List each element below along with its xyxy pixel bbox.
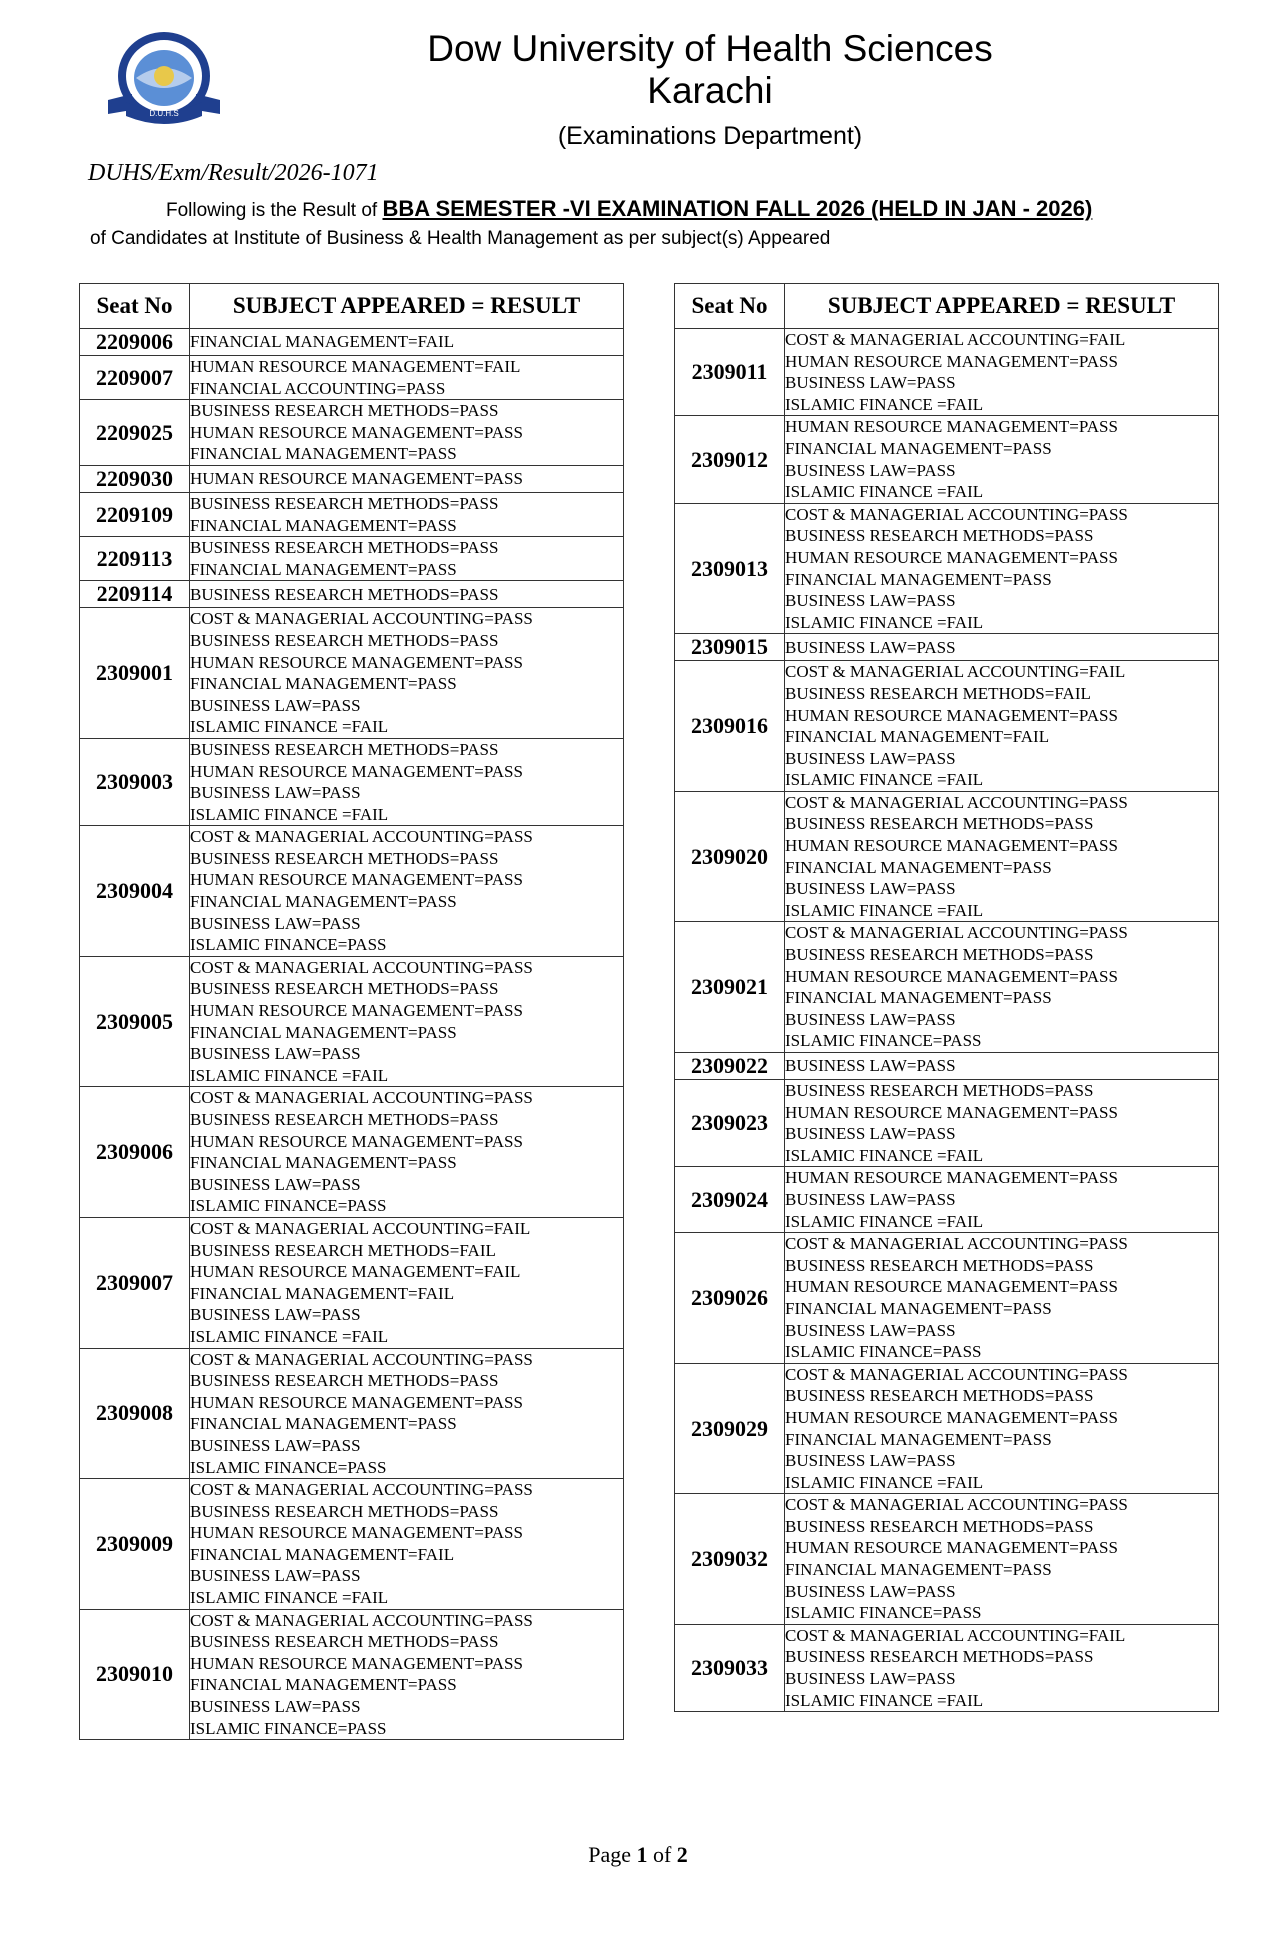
subject-result: ISLAMIC FINANCE =FAIL xyxy=(190,804,389,824)
table-row xyxy=(80,608,624,739)
page-of: of xyxy=(647,1842,677,1867)
subject-results xyxy=(190,1609,624,1740)
subject-result: BUSINESS RESEARCH METHODS=PASS xyxy=(190,584,499,604)
seat-number: 2209007 xyxy=(80,356,190,400)
reference-number: DUHS/Exm/Result/2026-1071 xyxy=(88,160,379,186)
subject-result: FINANCIAL MANAGEMENT=PASS xyxy=(785,857,1052,877)
subject-result: ISLAMIC FINANCE =FAIL xyxy=(785,1472,984,1492)
seat-number: 2309015 xyxy=(675,634,785,661)
subject-result: ISLAMIC FINANCE =FAIL xyxy=(785,612,984,632)
subject-result: FINANCIAL MANAGEMENT=PASS xyxy=(190,892,457,912)
subject-results xyxy=(785,634,1219,661)
table-header-row xyxy=(80,284,624,329)
subject-result: HUMAN RESOURCE MANAGEMENT=PASS xyxy=(190,1392,523,1412)
subject-result: BUSINESS RESEARCH METHODS=PASS xyxy=(785,814,1094,834)
table-row xyxy=(80,1479,624,1610)
subject-result: HUMAN RESOURCE MANAGEMENT=PASS xyxy=(785,836,1118,856)
seat-number: 2309004 xyxy=(80,826,190,957)
table-row xyxy=(80,826,624,957)
subject-result: HUMAN RESOURCE MANAGEMENT=PASS xyxy=(785,1102,1118,1122)
seat-number: 2309026 xyxy=(675,1233,785,1364)
subject-result: BUSINESS LAW=PASS xyxy=(785,591,956,611)
subject-result: BUSINESS RESEARCH METHODS=PASS xyxy=(785,526,1094,546)
subject-results xyxy=(190,608,624,739)
subject-result: COST & MANAGERIAL ACCOUNTING=PASS xyxy=(190,1480,533,1500)
subject-result: HUMAN RESOURCE MANAGEMENT=FAIL xyxy=(190,357,521,376)
seat-number: 2309032 xyxy=(675,1494,785,1625)
subject-results xyxy=(785,1053,1219,1080)
subject-results xyxy=(190,329,624,356)
subject-result: BUSINESS RESEARCH METHODS=PASS xyxy=(190,1371,499,1391)
subject-results xyxy=(190,738,624,825)
subject-result: BUSINESS LAW=PASS xyxy=(190,1044,361,1064)
seat-number: 2309033 xyxy=(675,1624,785,1711)
subject-result: ISLAMIC FINANCE=PASS xyxy=(190,935,387,955)
subject-result: ISLAMIC FINANCE =FAIL xyxy=(785,394,984,414)
subject-result: BUSINESS RESEARCH METHODS=FAIL xyxy=(785,683,1091,703)
seat-number: 2309007 xyxy=(80,1217,190,1348)
seat-number: 2309029 xyxy=(675,1363,785,1494)
seat-number: 2209006 xyxy=(80,329,190,356)
subject-result: HUMAN RESOURCE MANAGEMENT=PASS xyxy=(190,1653,523,1673)
table-row xyxy=(675,922,1219,1053)
seat-no-header: Seat No xyxy=(80,284,190,329)
subject-result: ISLAMIC FINANCE =FAIL xyxy=(785,900,984,920)
table-row xyxy=(675,1080,1219,1167)
subject-result: BUSINESS RESEARCH METHODS=PASS xyxy=(785,1647,1094,1667)
subject-result: COST & MANAGERIAL ACCOUNTING=FAIL xyxy=(785,330,1126,349)
subject-result: ISLAMIC FINANCE =FAIL xyxy=(785,1690,984,1710)
subject-result: HUMAN RESOURCE MANAGEMENT=PASS xyxy=(190,761,523,781)
subject-result: HUMAN RESOURCE MANAGEMENT=PASS xyxy=(785,1168,1118,1188)
seat-number: 2309011 xyxy=(675,329,785,416)
subject-result: FINANCIAL MANAGEMENT=PASS xyxy=(785,1560,1052,1580)
university-city: Karachi xyxy=(647,70,773,111)
subject-result: BUSINESS RESEARCH METHODS=PASS xyxy=(785,1255,1094,1275)
seat-no-header: Seat No xyxy=(675,284,785,329)
subject-results xyxy=(190,465,624,492)
subject-result: ISLAMIC FINANCE =FAIL xyxy=(190,1326,389,1346)
table-row xyxy=(675,329,1219,416)
seat-number: 2209113 xyxy=(80,537,190,581)
subject-result: BUSINESS LAW=PASS xyxy=(785,460,956,480)
results-table-right xyxy=(674,283,1219,1712)
table-row xyxy=(675,791,1219,922)
table-row xyxy=(675,634,1219,661)
subject-result: FINANCIAL MANAGEMENT=PASS xyxy=(785,438,1052,458)
subject-result: HUMAN RESOURCE MANAGEMENT=PASS xyxy=(785,966,1118,986)
table-row xyxy=(80,1609,624,1740)
seat-number: 2209030 xyxy=(80,465,190,492)
subject-result: FINANCIAL MANAGEMENT=FAIL xyxy=(190,332,455,352)
subject-result: BUSINESS LAW=PASS xyxy=(190,1174,361,1194)
subject-result: FINANCIAL MANAGEMENT=PASS xyxy=(190,1675,457,1695)
subject-result: BUSINESS LAW=PASS xyxy=(190,1305,361,1325)
subject-result: HUMAN RESOURCE MANAGEMENT=PASS xyxy=(785,1277,1118,1297)
subject-result: HUMAN RESOURCE MANAGEMENT=PASS xyxy=(785,705,1118,725)
table-row xyxy=(80,738,624,825)
subject-result: HUMAN RESOURCE MANAGEMENT=PASS xyxy=(190,1523,523,1543)
subject-result: HUMAN RESOURCE MANAGEMENT=PASS xyxy=(785,351,1118,371)
seat-number: 2209114 xyxy=(80,581,190,608)
subject-result: BUSINESS LAW=PASS xyxy=(785,1124,956,1144)
seat-number: 2309012 xyxy=(675,416,785,503)
subject-result: BUSINESS LAW=PASS xyxy=(190,1566,361,1586)
table-row xyxy=(80,1217,624,1348)
subject-result: FINANCIAL MANAGEMENT=PASS xyxy=(190,559,457,579)
page-label: Page xyxy=(588,1842,637,1867)
subject-result: HUMAN RESOURCE MANAGEMENT=PASS xyxy=(785,1407,1118,1427)
subject-result: ISLAMIC FINANCE=PASS xyxy=(190,1718,387,1738)
subject-result: HUMAN RESOURCE MANAGEMENT=PASS xyxy=(190,1131,523,1151)
subject-result: COST & MANAGERIAL ACCOUNTING=PASS xyxy=(785,1364,1128,1384)
subject-result: BUSINESS LAW=PASS xyxy=(785,1320,956,1340)
subject-result: FINANCIAL MANAGEMENT=PASS xyxy=(785,1429,1052,1449)
subject-result: COST & MANAGERIAL ACCOUNTING=FAIL xyxy=(190,1218,531,1238)
subject-results xyxy=(785,416,1219,503)
subject-result: COST & MANAGERIAL ACCOUNTING=PASS xyxy=(785,923,1128,943)
subject-results xyxy=(190,956,624,1087)
table-row xyxy=(675,661,1219,792)
subject-result: ISLAMIC FINANCE =FAIL xyxy=(785,1211,984,1231)
table-row xyxy=(80,329,624,356)
subject-result: BUSINESS RESEARCH METHODS=PASS xyxy=(190,979,499,999)
subject-result: BUSINESS LAW=PASS xyxy=(785,1581,956,1601)
subject-result: BUSINESS RESEARCH METHODS=PASS xyxy=(785,945,1094,965)
subject-result: BUSINESS RESEARCH METHODS=PASS xyxy=(190,1501,499,1521)
subject-result: COST & MANAGERIAL ACCOUNTING=PASS xyxy=(785,1234,1128,1254)
table-row xyxy=(80,537,624,581)
department-name: (Examinations Department) xyxy=(557,122,863,150)
subject-result: FINANCIAL MANAGEMENT=PASS xyxy=(190,1414,457,1434)
seat-number: 2309008 xyxy=(80,1348,190,1479)
table-row xyxy=(80,465,624,492)
seat-number: 2309016 xyxy=(675,661,785,792)
table-row xyxy=(675,1363,1219,1494)
table-row xyxy=(80,956,624,1087)
subject-results xyxy=(190,492,624,536)
table-row xyxy=(675,1053,1219,1080)
subject-result: BUSINESS LAW=PASS xyxy=(785,879,956,899)
subject-results xyxy=(785,791,1219,922)
subject-result: HUMAN RESOURCE MANAGEMENT=PASS xyxy=(785,417,1118,437)
subject-result: HUMAN RESOURCE MANAGEMENT=PASS xyxy=(190,870,523,890)
subject-result: FINANCIAL MANAGEMENT=PASS xyxy=(190,515,457,535)
subject-results xyxy=(785,661,1219,792)
subject-result: FINANCIAL MANAGEMENT=FAIL xyxy=(785,727,1050,747)
subject-result: HUMAN RESOURCE MANAGEMENT=FAIL xyxy=(190,1262,521,1282)
subject-result: BUSINESS LAW=PASS xyxy=(785,1056,956,1076)
subject-results xyxy=(785,1494,1219,1625)
subject-result: FINANCIAL MANAGEMENT=PASS xyxy=(190,1153,457,1173)
subject-results xyxy=(785,1363,1219,1494)
subject-result: FINANCIAL MANAGEMENT=PASS xyxy=(190,1022,457,1042)
subject-result: COST & MANAGERIAL ACCOUNTING=PASS xyxy=(190,1610,533,1630)
subject-result: HUMAN RESOURCE MANAGEMENT=PASS xyxy=(785,1538,1118,1558)
table-row xyxy=(675,1494,1219,1625)
subject-result: BUSINESS RESEARCH METHODS=PASS xyxy=(190,538,499,558)
subject-result: FINANCIAL MANAGEMENT=PASS xyxy=(785,569,1052,589)
table-row xyxy=(80,1348,624,1479)
subject-results xyxy=(785,1080,1219,1167)
subject-result: BUSINESS LAW=PASS xyxy=(190,913,361,933)
subject-result: COST & MANAGERIAL ACCOUNTING=PASS xyxy=(190,1088,533,1108)
subject-result: BUSINESS LAW=PASS xyxy=(190,783,361,803)
table-header-row xyxy=(675,284,1219,329)
subject-result: COST & MANAGERIAL ACCOUNTING=PASS xyxy=(190,1349,533,1369)
subject-result: ISLAMIC FINANCE =FAIL xyxy=(785,1145,984,1165)
subject-result: BUSINESS LAW=PASS xyxy=(785,748,956,768)
seat-number: 2309006 xyxy=(80,1087,190,1218)
seat-number: 2309001 xyxy=(80,608,190,739)
subject-result: ISLAMIC FINANCE=PASS xyxy=(190,1457,387,1477)
table-row xyxy=(675,416,1219,503)
subject-result: HUMAN RESOURCE MANAGEMENT=PASS xyxy=(190,1001,523,1021)
logo-ribbon-text: D.U.H.S xyxy=(149,109,179,118)
total-pages: 2 xyxy=(676,1842,688,1867)
intro-prefix: Following is the Result of xyxy=(166,200,383,221)
page-footer xyxy=(0,1842,1276,1868)
subject-result: BUSINESS RESEARCH METHODS=PASS xyxy=(190,1110,499,1129)
subject-result: FINANCIAL MANAGEMENT=PASS xyxy=(190,674,457,694)
seat-number: 2309013 xyxy=(675,503,785,634)
subject-results xyxy=(785,1624,1219,1711)
subject-results xyxy=(190,581,624,608)
results-table-left xyxy=(79,283,624,1740)
subject-result: FINANCIAL MANAGEMENT=PASS xyxy=(785,988,1052,1008)
subject-result: BUSINESS RESEARCH METHODS=PASS xyxy=(785,1516,1094,1536)
seat-number: 2309020 xyxy=(675,791,785,922)
subject-result: BUSINESS LAW=PASS xyxy=(785,1189,956,1209)
subject-result: ISLAMIC FINANCE =FAIL xyxy=(190,717,389,737)
subject-result: FINANCIAL ACCOUNTING=PASS xyxy=(190,378,446,398)
seat-number: 2209025 xyxy=(80,400,190,466)
subject-result: ISLAMIC FINANCE=PASS xyxy=(785,1031,982,1051)
seat-number: 2309010 xyxy=(80,1609,190,1740)
subject-result: HUMAN RESOURCE MANAGEMENT=PASS xyxy=(190,469,523,489)
seat-number: 2309005 xyxy=(80,956,190,1087)
subject-result: COST & MANAGERIAL ACCOUNTING=FAIL xyxy=(785,662,1126,682)
subject-result: BUSINESS LAW=PASS xyxy=(785,1451,956,1471)
subject-result: ISLAMIC FINANCE=PASS xyxy=(190,1196,387,1216)
subject-result: ISLAMIC FINANCE =FAIL xyxy=(190,1588,389,1608)
subject-result: BUSINESS RESEARCH METHODS=PASS xyxy=(190,493,499,513)
table-row xyxy=(675,1167,1219,1233)
subject-results xyxy=(785,1167,1219,1233)
seat-number: 2309022 xyxy=(675,1053,785,1080)
subject-result: COST & MANAGERIAL ACCOUNTING=PASS xyxy=(785,1495,1128,1515)
table-row xyxy=(675,1624,1219,1711)
subject-result: FINANCIAL MANAGEMENT=PASS xyxy=(190,444,457,464)
subject-result: COST & MANAGERIAL ACCOUNTING=PASS xyxy=(190,827,533,847)
subject-result: BUSINESS RESEARCH METHODS=PASS xyxy=(190,848,499,868)
subject-result: ISLAMIC FINANCE =FAIL xyxy=(785,482,984,502)
subject-result: BUSINESS LAW=PASS xyxy=(190,1697,361,1717)
subject-result: FINANCIAL MANAGEMENT=FAIL xyxy=(190,1283,455,1303)
subject-result: COST & MANAGERIAL ACCOUNTING=PASS xyxy=(190,957,533,977)
subject-result: ISLAMIC FINANCE=PASS xyxy=(785,1603,982,1623)
subject-result: ISLAMIC FINANCE =FAIL xyxy=(785,770,984,790)
subject-result: BUSINESS RESEARCH METHODS=PASS xyxy=(190,739,499,759)
subject-result: BUSINESS LAW=PASS xyxy=(190,695,361,715)
subject-result: HUMAN RESOURCE MANAGEMENT=PASS xyxy=(190,652,523,672)
subject-results xyxy=(190,1479,624,1610)
subject-result: COST & MANAGERIAL ACCOUNTING=PASS xyxy=(785,792,1128,812)
subject-result-header: SUBJECT APPEARED = RESULT xyxy=(785,284,1219,329)
subject-results xyxy=(190,1348,624,1479)
table-row xyxy=(80,400,624,466)
table-row xyxy=(80,1087,624,1218)
seat-number: 2309021 xyxy=(675,922,785,1053)
seat-number: 2309023 xyxy=(675,1080,785,1167)
subject-results xyxy=(190,400,624,466)
seat-number: 2309024 xyxy=(675,1167,785,1233)
subject-result: COST & MANAGERIAL ACCOUNTING=PASS xyxy=(785,504,1128,524)
subject-results xyxy=(190,826,624,957)
table-row xyxy=(80,492,624,536)
subject-results xyxy=(190,1217,624,1348)
table-row xyxy=(675,1233,1219,1364)
subject-result: ISLAMIC FINANCE =FAIL xyxy=(190,1065,389,1085)
subject-results xyxy=(190,537,624,581)
subject-result: BUSINESS RESEARCH METHODS=FAIL xyxy=(190,1240,496,1260)
table-row xyxy=(80,356,624,400)
exam-title: BBA SEMESTER -VI EXAMINATION FALL 2026 (HELD IN JAN - 2026) xyxy=(382,196,1093,221)
subject-result: ISLAMIC FINANCE=PASS xyxy=(785,1342,982,1362)
intro-line-2: of Candidates at Institute of Business & Health Management as per subject(s) Appeared xyxy=(90,228,831,249)
subject-result-header: SUBJECT APPEARED = RESULT xyxy=(190,284,624,329)
subject-result: BUSINESS RESEARCH METHODS=PASS xyxy=(190,401,499,421)
subject-results xyxy=(785,1233,1219,1364)
subject-result: COST & MANAGERIAL ACCOUNTING=PASS xyxy=(190,609,533,629)
subject-result: BUSINESS LAW=PASS xyxy=(190,1435,361,1455)
subject-result: HUMAN RESOURCE MANAGEMENT=PASS xyxy=(785,547,1118,567)
seat-number: 2309003 xyxy=(80,738,190,825)
subject-results xyxy=(785,922,1219,1053)
seat-number: 2209109 xyxy=(80,492,190,536)
subject-result: BUSINESS LAW=PASS xyxy=(785,373,956,393)
subject-results xyxy=(190,1087,624,1218)
subject-result: HUMAN RESOURCE MANAGEMENT=PASS xyxy=(190,422,523,442)
current-page: 1 xyxy=(636,1842,648,1867)
subject-results xyxy=(785,329,1219,416)
intro-line-1 xyxy=(166,196,1092,222)
subject-result: FINANCIAL MANAGEMENT=PASS xyxy=(785,1298,1052,1318)
subject-result: BUSINESS RESEARCH METHODS=PASS xyxy=(785,1081,1094,1100)
seat-number: 2309009 xyxy=(80,1479,190,1610)
subject-result: BUSINESS LAW=PASS xyxy=(785,637,956,657)
subject-results xyxy=(190,356,624,400)
subject-result: COST & MANAGERIAL ACCOUNTING=FAIL xyxy=(785,1625,1126,1645)
subject-result: BUSINESS LAW=PASS xyxy=(785,1009,956,1029)
subject-result: BUSINESS RESEARCH METHODS=PASS xyxy=(190,1632,499,1652)
subject-results xyxy=(785,503,1219,634)
subject-result: BUSINESS RESEARCH METHODS=PASS xyxy=(190,630,499,650)
university-name: Dow University of Health Sciences xyxy=(427,28,993,69)
table-row xyxy=(80,581,624,608)
subject-result: BUSINESS RESEARCH METHODS=PASS xyxy=(785,1386,1094,1406)
subject-result: BUSINESS LAW=PASS xyxy=(785,1669,956,1689)
table-row xyxy=(675,503,1219,634)
subject-result: FINANCIAL MANAGEMENT=FAIL xyxy=(190,1544,455,1564)
university-logo xyxy=(102,28,226,124)
